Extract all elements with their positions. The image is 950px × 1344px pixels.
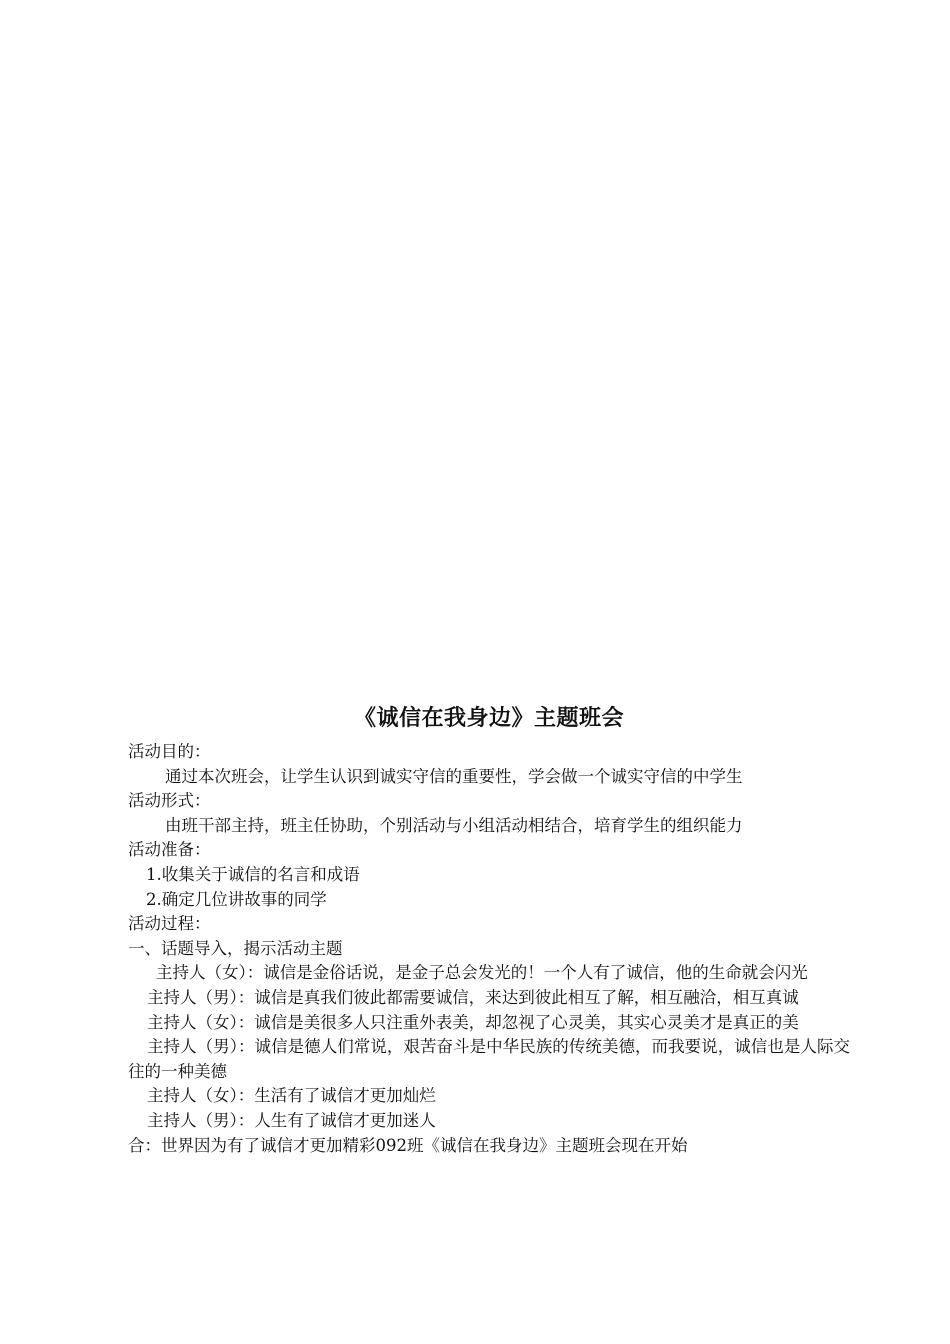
prep-heading: 活动准备： <box>128 840 211 860</box>
host-line-1: 主持人（女）：诚信是金俗话说，是金子总会发光的！一个人有了诚信，他的生命就会闪光 <box>156 963 808 983</box>
prep-item-2: 2.确定几位讲故事的同学 <box>146 889 327 909</box>
prep-item-1: 1.收集关于诚信的名言和成语 <box>146 864 360 884</box>
document-body <box>128 702 850 1158</box>
purpose-text: 通过本次班会，让学生认识到诚实守信的重要性，学会做一个诚实守信的中学生 <box>165 766 743 786</box>
host-line-6: 主持人（男）：人生有了诚信才更加迷人 <box>147 1110 436 1130</box>
purpose-heading: 活动目的： <box>128 742 211 761</box>
form-text: 由班干部主持，班主任协助，个别活动与小组活动相结合，培育学生的组织能力 <box>165 815 743 835</box>
form-heading: 活动形式： <box>128 791 211 811</box>
host-line-2: 主持人（男）：诚信是真我们彼此都需要诚信，来达到彼此相互了解，相互融洽，相互真诚 <box>147 987 799 1007</box>
host-line-4: 主持人（男）：诚信是德人们常说，艰苦奋斗是中华民族的传统美德，而我要说，诚信也是人际交往的一种美德 <box>128 1037 850 1081</box>
host-line-5: 主持人（女）：生活有了诚信才更加灿烂 <box>147 1086 436 1106</box>
process-heading: 活动过程： <box>128 914 211 934</box>
host-line-3: 主持人（女）：诚信是美很多人只注重外表美，却忽视了心灵美，其实心灵美才是真正的美 <box>147 1012 799 1032</box>
together-line: 合：世界因为有了诚信才更加精彩092班《诚信在我身边》主题班会现在开始 <box>128 1135 688 1155</box>
document-title: 《诚信在我身边》主题班会 <box>353 706 624 731</box>
section-heading-1: 一、话题导入，揭示活动主题 <box>128 938 343 958</box>
